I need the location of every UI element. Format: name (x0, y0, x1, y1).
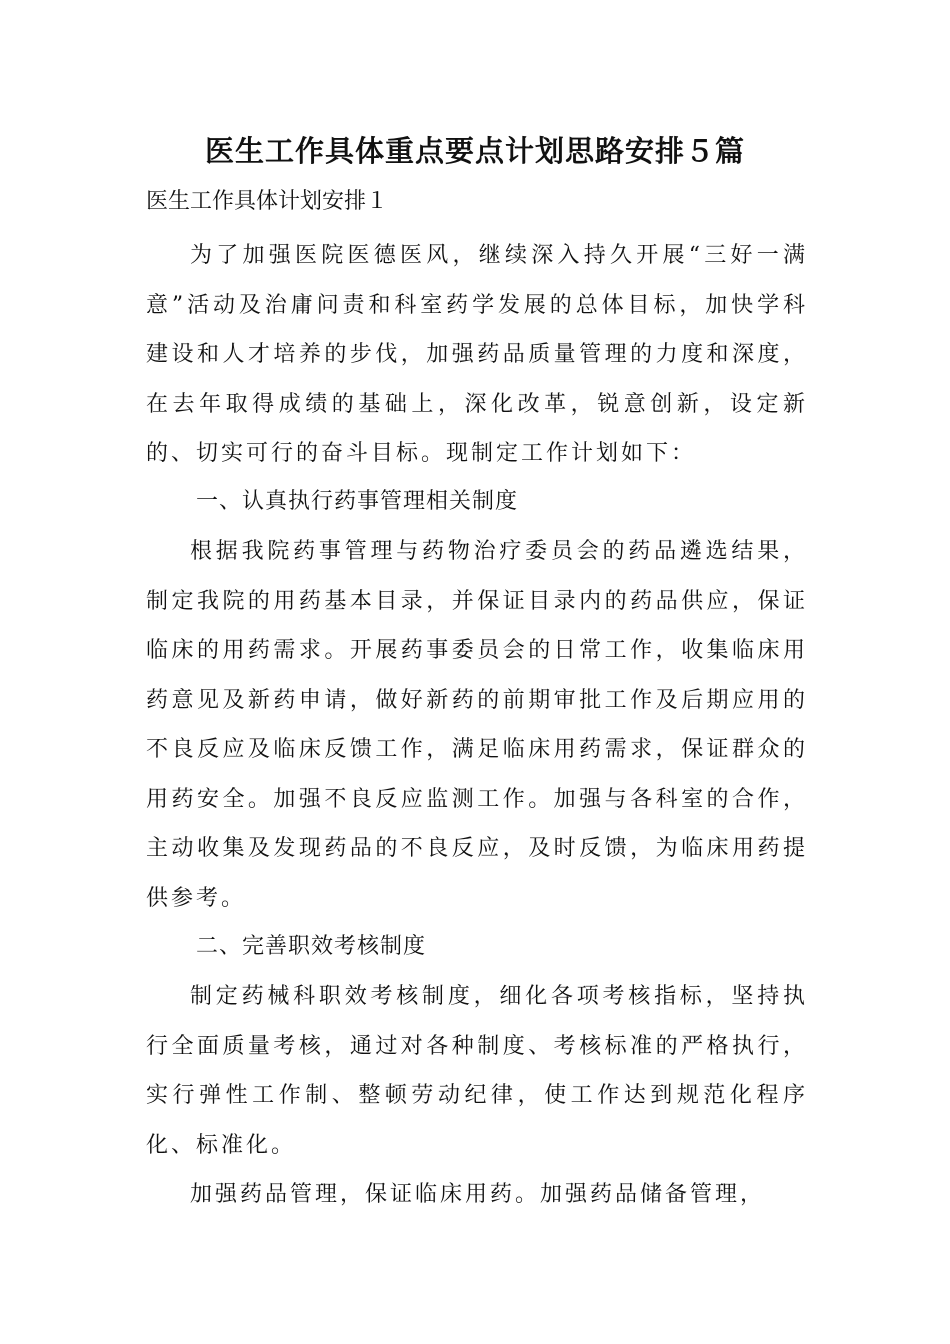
section-2-paragraph-2: 加强药品管理，保证临床用药。加强药品储备管理， (190, 1182, 766, 1207)
section-2-paragraph: 制定药械科职效考核制度，细化各项考核指标，坚持执行全面质量考核，通过对各种制度、考核标准的严格执行，实行弹性工作制、整顿劳动纪律，使工作达到规范化程序化、标准化。 (146, 984, 808, 1158)
intro-paragraph: 为了加强医院医德医风，继续深入持久开展“三好一满意”活动及治庸问责和科室药学发展的总体目标，加快学科建设和人才培养的步伐，加强药品质量管理的力度和深度，在去年取得成绩的基础上，深化改革，锐意创新，设定新的、切实可行的奋斗目标。现制定工作计划如下： (146, 243, 808, 466)
document-subtitle: 医生工作具体计划安排１ (146, 189, 389, 214)
section-1-heading: 一、认真执行药事管理相关制度 (196, 489, 519, 514)
document-title: 医生工作具体重点要点计划思路安排５篇 (204, 134, 745, 168)
section-2-heading: 二、完善职效考核制度 (196, 934, 427, 959)
section-1-paragraph: 根据我院药事管理与药物治疗委员会的药品遴选结果，制定我院的用药基本目录，并保证目录内的药品供应，保证临床的用药需求。开展药事委员会的日常工作，收集临床用药意见及新药申请，做好新药的前期审批工作及后期应用的不良反应及临床反馈工作，满足临床用药需求，保证群众的用药安全。加强不良反应监测工作。加强与各科室的合作，主动收集及发现药品的不良反应，及时反馈，为临床用药提供参考。 (146, 539, 808, 911)
